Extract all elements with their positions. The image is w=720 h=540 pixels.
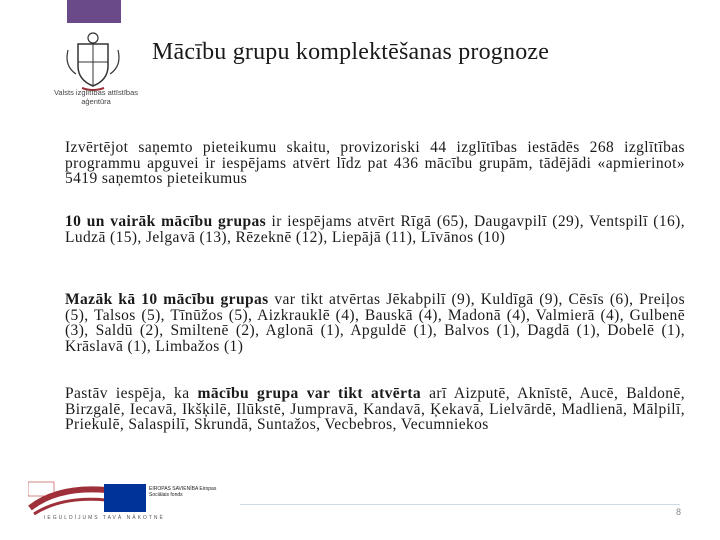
page-number: 8 — [676, 507, 682, 517]
paragraph-possible — [65, 386, 685, 433]
summary-text: Izvērtējot saņemto pieteikumu skaitu, provizoriski 44 izglītības iestādēs 268 izglītības programmu apguvei ir iespējams atvērt līdz pat 436 mācību grupām, tādējādi «apmierinot» 5419 saņemtos pieteikumus — [65, 139, 685, 187]
coat-of-arms-logo — [62, 30, 124, 92]
paragraph-less-than-ten — [65, 292, 685, 354]
possible-intro: Pastāv iespēja, ka — [65, 385, 198, 402]
ten-or-more-heading: 10 un vairāk mācību grupas — [65, 213, 267, 230]
ten-or-more-text: ir iespējams atvērt Rīgā (65), Daugavpilī (29), Ventspilī (16), Ludzā (15), Jelgavā (13), Rēzeknē (12), Liepājā (11), Līvānos (10) — [65, 213, 685, 246]
national-development-plan-logo — [28, 478, 108, 520]
possible-heading: mācību grupa var tikt atvērta — [197, 385, 422, 402]
top-accent-bar — [67, 0, 121, 23]
less-than-ten-text: var tikt atvērtas Jēkabpilī (9), Kuldīgā (9), Cēsīs (6), Preiļos (5), Talsos (5), Tīnūžos (5), Aizkrauklē (4), Bauskā (4), Madonā (4), Valmierā (4), Gulbenē (3), Saldū (2), Smiltenē (2), Aglonā (1), Apguldē (1), Balvos (1), Dagdā (1), Dobelē (1), Krāslavā (1), Limbažos (1) — [65, 291, 685, 355]
eu-fund-label: EIROPAS SAVIENĪBA Eiropas Sociālais fonds — [149, 486, 217, 498]
possible-text: arī Aizputē, Aknīstē, Aucē, Baldonē, Birzgalē, Iecavā, Ikšķilē, Ilūkstē, Jumpravā, Kandavā, Ķekavā, Lielvārdē, Madlienā, Mālpilī, Priekulē, Salaspilī, Skrundā, Suntažos, Vecbebros, Vecumniekos — [65, 385, 685, 433]
fund-slogan: IEGULDĪJUMS TAVĀ NĀKOTNĒ — [44, 515, 165, 521]
paragraph-ten-or-more — [65, 214, 685, 245]
page-title: Mācību grupu komplektēšanas prognoze — [152, 39, 550, 65]
paragraph-summary — [65, 140, 685, 187]
eu-flag-icon — [104, 484, 146, 512]
organization-name: Valsts izglītības attīstības aģentūra — [53, 88, 139, 106]
footer-divider — [240, 504, 680, 505]
less-than-ten-heading: Mazāk kā 10 mācību grupas — [65, 291, 269, 308]
